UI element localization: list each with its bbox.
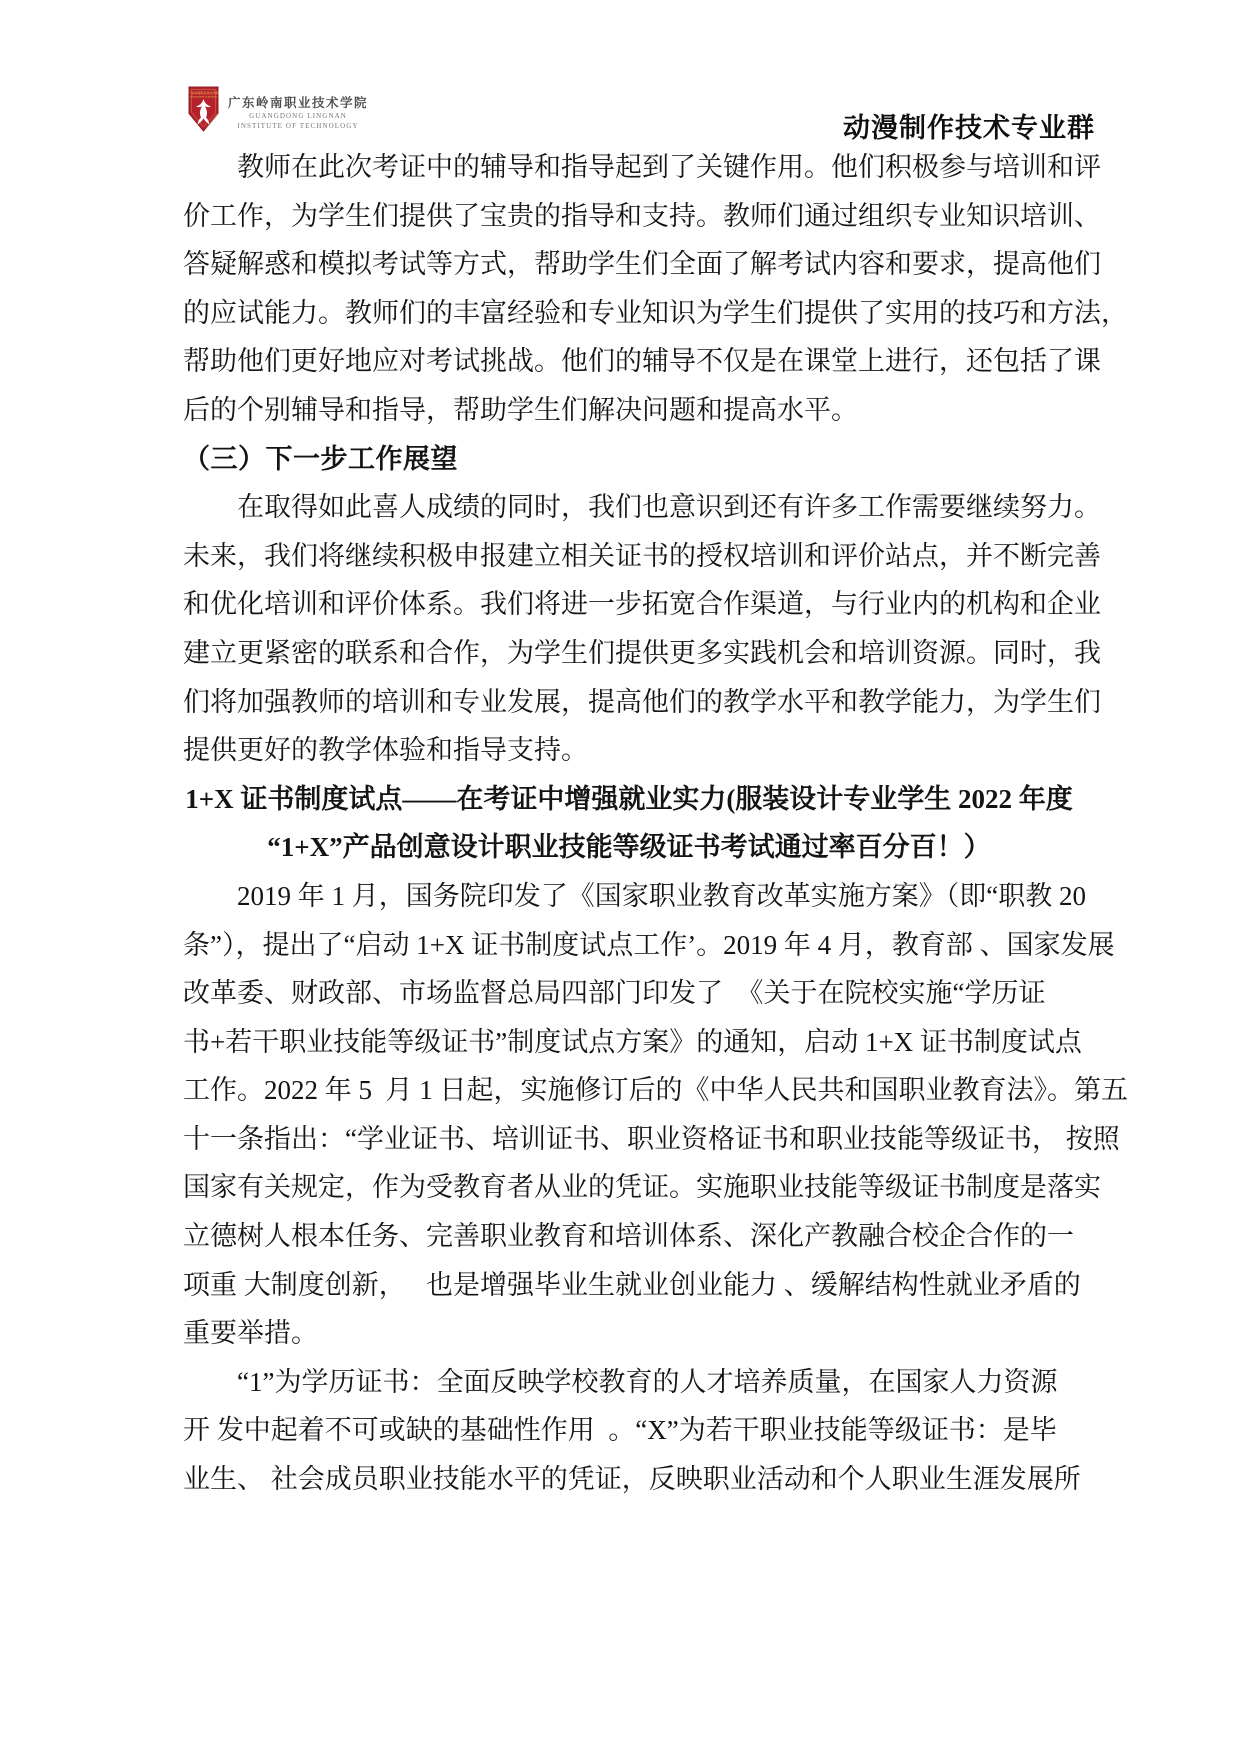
text-line: “1”为学历证书：全面反映学校教育的人才培养质量，在国家人力资源 (237, 1366, 1058, 1397)
paragraph-block (183, 872, 1128, 1358)
shield-motto-text: 广东岭南职业技术学院 (188, 91, 219, 95)
heading-left-block (183, 435, 1075, 484)
text-line: 建立更紧密的联系和合作，为学生们提供更多实践机会和培训资源。同时，我 (183, 637, 1101, 668)
text-line: 开 发中起着不可或缺的基础性作用 。“X”为若干职业技能等级证书：是毕 (183, 1415, 1057, 1446)
text-line: 在取得如此喜人成绩的同时，我们也意识到还有许多工作需要继续努力。 (237, 492, 1101, 523)
doc-group-title: 动漫制作技术专业群 (843, 113, 1095, 143)
institution-name-en-line1: GUANGDONG LINGNAN (249, 112, 347, 120)
text-line: 业生、 社会成员职业技能水平的凭证，反映职业活动和个人职业生涯发展所 (183, 1464, 1081, 1495)
shield-crane-icon (188, 86, 219, 132)
text-line: 书+若干职业技能等级证书”制度试点方案》的通知，启动 1+X 证书制度试点 (183, 1026, 1082, 1057)
paragraph-block (183, 143, 1128, 435)
text-line: 条”），提出了“启动 1+X 证书制度试点工作’。2019 年 4 月，教育部 、国家发展 (183, 929, 1115, 960)
text-line: （三）下一步工作展望 (183, 443, 458, 474)
document-body (183, 143, 1128, 1504)
institution-logo (188, 86, 368, 132)
text-line: 重要举措。 (183, 1318, 318, 1349)
institution-name-cn: 广东岭南职业技术学院 (228, 96, 369, 110)
text-line: 工作。2022 年 5 月 1 日起，实施修订后的《中华人民共和国职业教育法》。第五 (183, 1075, 1128, 1106)
text-line: 答疑解惑和模拟考试等方式，帮助学生们全面了解考试内容和要求，提高他们 (183, 249, 1101, 280)
institution-name-en-line2: INSTITUTE OF TECHNOLOGY (237, 122, 359, 130)
text-line: 国家有关规定，作为受教育者从业的凭证。实施职业技能等级证书制度是落实 (183, 1172, 1101, 1203)
text-line: 2019 年 1 月，国务院印发了《国家职业教育改革实施方案》（即“职教 20 (237, 880, 1086, 911)
text-line: 项重 大制度创新， 也是增强毕业生就业创业能力 、缓解结构性就业矛盾的 (183, 1269, 1081, 1300)
text-line: 帮助他们更好地应对考试挑战。他们的辅导不仅是在课堂上进行，还包括了课 (183, 346, 1101, 377)
shield-motto-text-2: GUANGDONG LINGNAN (189, 95, 218, 99)
text-line: 教师在此次考证中的辅导和指导起到了关键作用。他们积极参与培训和评 (237, 152, 1101, 182)
institution-name (228, 86, 368, 130)
text-line: 十一条指出：“学业证书、培训证书、职业资格证书和职业技能等级证书， 按照 (183, 1123, 1120, 1154)
text-line: 改革委、财政部、市场监督总局四部门印发了 《关于在院校实施“学历证 (183, 978, 1046, 1009)
text-line: 价工作，为学生们提供了宝贵的指导和支持。教师们通过组织专业知识培训、 (183, 200, 1101, 231)
text-line: “1+X”产品创意设计职业技能等级证书考试通过率百分百！） (267, 832, 991, 863)
text-line: 的应试能力。教师们的丰富经验和专业知识为学生们提供了实用的技巧和方法， (183, 297, 1128, 328)
text-line: 和优化培训和评价体系。我们将进一步拓宽合作渠道，与行业内的机构和企业 (183, 589, 1101, 620)
paragraph-block (183, 483, 1101, 775)
text-line: 1+X 证书制度试点——在考证中增强就业实力(服装设计专业学生 2022 年度 (185, 783, 1073, 814)
text-line: 立德树人根本任务、完善职业教育和培训体系、深化产教融合校企合作的一 (183, 1221, 1074, 1252)
heading-center-block (183, 775, 1075, 872)
text-line: 未来，我们将继续积极申报建立相关证书的授权培训和评价站点，并不断完善 (183, 540, 1101, 571)
text-line: 提供更好的教学体验和指导支持。 (183, 735, 588, 766)
text-line: 们将加强教师的培训和专业发展，提高他们的教学水平和教学能力，为学生们 (183, 686, 1101, 717)
text-line: 后的个别辅导和指导，帮助学生们解决问题和提高水平。 (183, 394, 858, 425)
paragraph-block (183, 1358, 1081, 1504)
